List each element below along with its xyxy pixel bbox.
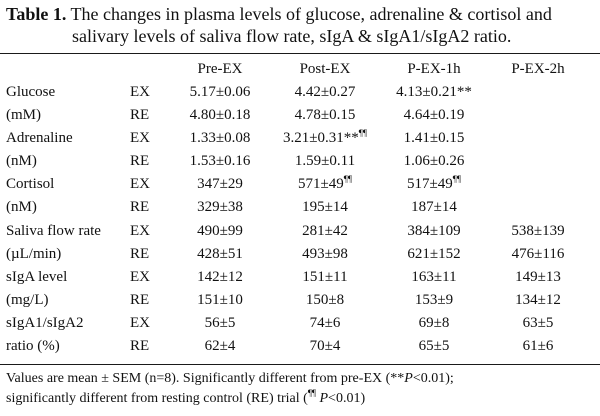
table-cell: [488, 150, 588, 173]
cell-value: 5.17±0.06: [189, 84, 251, 100]
cell-value: 163±11: [411, 268, 457, 285]
row-label: (mM): [6, 107, 41, 124]
top-rule: [0, 53, 600, 54]
row-label: Adrenaline: [6, 130, 73, 147]
table-cell: [170, 150, 270, 173]
cell-value: 151±11: [302, 268, 348, 285]
table-cell: [380, 289, 488, 312]
bottom-rule: [0, 364, 600, 365]
table-cell: [270, 220, 380, 243]
row-label: (µL/min): [6, 245, 62, 262]
column-header-p-ex-2h: P-EX-2h: [511, 61, 565, 77]
table-cell: [488, 196, 588, 219]
table-row: [6, 312, 588, 335]
cell-value: 1.41±0.15: [403, 130, 465, 147]
cell-value: 281±42: [302, 222, 348, 239]
row-trial: EX: [130, 130, 150, 147]
column-header-post-ex: Post-EX: [299, 61, 351, 77]
table-cell: [170, 289, 270, 312]
footnote-text-1b: <0.01);: [412, 371, 454, 386]
header-row: [6, 57, 588, 81]
cell-value: 69±8: [418, 314, 450, 331]
row-trial: RE: [130, 199, 150, 216]
cell-value: 4.13±0.21**: [396, 84, 472, 100]
header-label-cell: [6, 57, 130, 81]
footnote-line-1: [6, 369, 596, 389]
footnote-text-1a: Values are mean ± SEM (n=8). Significantly different from pre-EX (**: [6, 371, 405, 386]
row-label: (nM): [6, 153, 37, 170]
cell-value: 153±9: [414, 291, 454, 308]
table-cell: [270, 150, 380, 173]
column-header-p-ex-1h: P-EX-1h: [407, 61, 461, 77]
caption-text-1: The changes in plasma levels of glucose, adrenaline & cortisol and: [70, 4, 552, 24]
table-cell: [270, 196, 380, 219]
table-row: [6, 220, 588, 243]
row-label: sIgA1/sIgA2: [6, 314, 84, 331]
table-cell: [170, 104, 270, 127]
cell-value: 65±5: [418, 338, 450, 355]
row-label: ratio (%): [6, 338, 60, 355]
table-cell: [270, 173, 380, 196]
table-cell: [270, 104, 380, 127]
table-cell: [380, 173, 488, 196]
table-cell: [170, 266, 270, 289]
row-label: sIgA level: [6, 268, 68, 285]
cell-value: 1.59±0.11: [294, 153, 356, 170]
cell-value: 476±116: [511, 245, 565, 262]
row-label: (nM): [6, 199, 37, 216]
cell-value: 134±12: [515, 291, 561, 308]
table-cell: [170, 81, 270, 104]
table-cell: [170, 220, 270, 243]
table-footnote: [6, 369, 596, 409]
cell-value: 4.80±0.18: [189, 107, 251, 124]
table-row: [6, 104, 588, 127]
table-row: [6, 150, 588, 173]
row-trial: EX: [130, 268, 150, 285]
table-cell: [170, 173, 270, 196]
table-cell: [380, 220, 488, 243]
row-trial: EX: [130, 222, 150, 239]
cell-value: 621±152: [407, 245, 461, 262]
cell-value: 187±14: [411, 199, 457, 216]
cell-value: 1.33±0.08: [189, 130, 251, 147]
table-row: [6, 289, 588, 312]
cell-value: 142±12: [197, 268, 243, 285]
table-cell: [270, 289, 380, 312]
table-cell: [488, 266, 588, 289]
cell-value: 62±4: [204, 338, 236, 355]
table-cell: [380, 335, 488, 358]
table-row: [6, 81, 588, 104]
cell-value: 74±6: [309, 314, 341, 331]
cell-value: 384±109: [407, 222, 461, 239]
table-cell: [270, 266, 380, 289]
cell-value: 150±8: [305, 291, 345, 308]
table-row: [6, 335, 588, 358]
footnote-line-2: [6, 389, 596, 409]
table-row: [6, 266, 588, 289]
significance-mark: ¶¶: [452, 174, 461, 185]
table-row: [6, 196, 588, 219]
row-trial: EX: [130, 84, 150, 100]
header-trial-cell: [130, 57, 170, 81]
table-cell: [270, 335, 380, 358]
cell-value: 3.21±0.31**: [283, 130, 359, 147]
table-row: [6, 127, 588, 150]
table-cell: [488, 312, 588, 335]
table-cell: [488, 220, 588, 243]
row-trial: RE: [130, 245, 150, 262]
table-cell: [270, 243, 380, 266]
footnote-mark: ¶¶: [307, 388, 316, 398]
caption-line-1: [6, 3, 596, 25]
caption-line-2: salivary levels of saliva flow rate, sIgA & sIgA1/sIgA2 ratio.: [72, 26, 512, 46]
cell-value: 347±29: [197, 176, 243, 193]
row-label: (mg/L): [6, 291, 49, 308]
table-cell: [270, 81, 380, 104]
table-cell: [380, 266, 488, 289]
table-cell: [380, 243, 488, 266]
row-trial: RE: [130, 153, 150, 170]
table-cell: [170, 335, 270, 358]
data-table: [6, 57, 588, 358]
table-cell: [270, 127, 380, 150]
column-header-pre-ex: Pre-EX: [197, 61, 243, 77]
table-cell: [380, 104, 488, 127]
table-cell: [488, 289, 588, 312]
cell-value: 4.78±0.15: [294, 107, 356, 124]
cell-value: 1.06±0.26: [403, 153, 465, 170]
row-label: Saliva flow rate: [6, 222, 101, 239]
cell-value: 149±13: [515, 268, 561, 285]
cell-value: 63±5: [522, 314, 554, 331]
row-label: Cortisol: [6, 176, 55, 193]
table-cell: [380, 312, 488, 335]
table-cell: [380, 196, 488, 219]
significance-mark: ¶¶: [343, 174, 352, 185]
row-trial: RE: [130, 107, 150, 124]
significance-mark: ¶¶: [358, 128, 367, 139]
table-row: [6, 243, 588, 266]
cell-value: 70±4: [309, 338, 341, 355]
cell-value: 428±51: [197, 245, 243, 262]
row-label: Glucose: [6, 84, 56, 100]
footnote-p-symbol-1: P: [404, 371, 413, 386]
cell-value: 571±49: [298, 176, 344, 193]
table-cell: [170, 312, 270, 335]
cell-value: 195±14: [302, 199, 348, 216]
table-cell: [488, 243, 588, 266]
row-trial: EX: [130, 176, 150, 193]
row-trial: EX: [130, 314, 150, 331]
table-caption: [6, 3, 596, 47]
table-cell: [170, 196, 270, 219]
cell-value: 493±98: [302, 245, 348, 262]
cell-value: 4.64±0.19: [403, 107, 465, 124]
table-cell: [488, 104, 588, 127]
cell-value: 151±10: [197, 291, 243, 308]
cell-value: 56±5: [204, 314, 236, 331]
table-cell: [380, 150, 488, 173]
table-cell: [488, 335, 588, 358]
row-trial: RE: [130, 338, 150, 355]
cell-value: 538±139: [511, 222, 565, 239]
table-cell: [380, 127, 488, 150]
footnote-text-2b: <0.01): [328, 391, 366, 406]
table-cell: [488, 173, 588, 196]
cell-value: 329±38: [197, 199, 243, 216]
table-row: [6, 173, 588, 196]
cell-value: 490±99: [197, 222, 243, 239]
cell-value: 1.53±0.16: [189, 153, 251, 170]
table-cell: [170, 127, 270, 150]
footnote-text-2a: significantly different from resting control (RE) trial (: [6, 391, 308, 406]
cell-value: 61±6: [522, 338, 554, 355]
table-body: [6, 81, 588, 358]
table-cell: [270, 312, 380, 335]
table-cell: [488, 127, 588, 150]
table-cell: [170, 243, 270, 266]
row-trial: RE: [130, 291, 150, 308]
table-cell: [380, 81, 488, 104]
footnote-p-symbol-2: P: [315, 391, 329, 406]
cell-value: 4.42±0.27: [294, 84, 356, 100]
cell-value: 517±49: [407, 176, 453, 193]
table-cell: [488, 81, 588, 104]
caption-label: Table 1.: [6, 4, 67, 24]
